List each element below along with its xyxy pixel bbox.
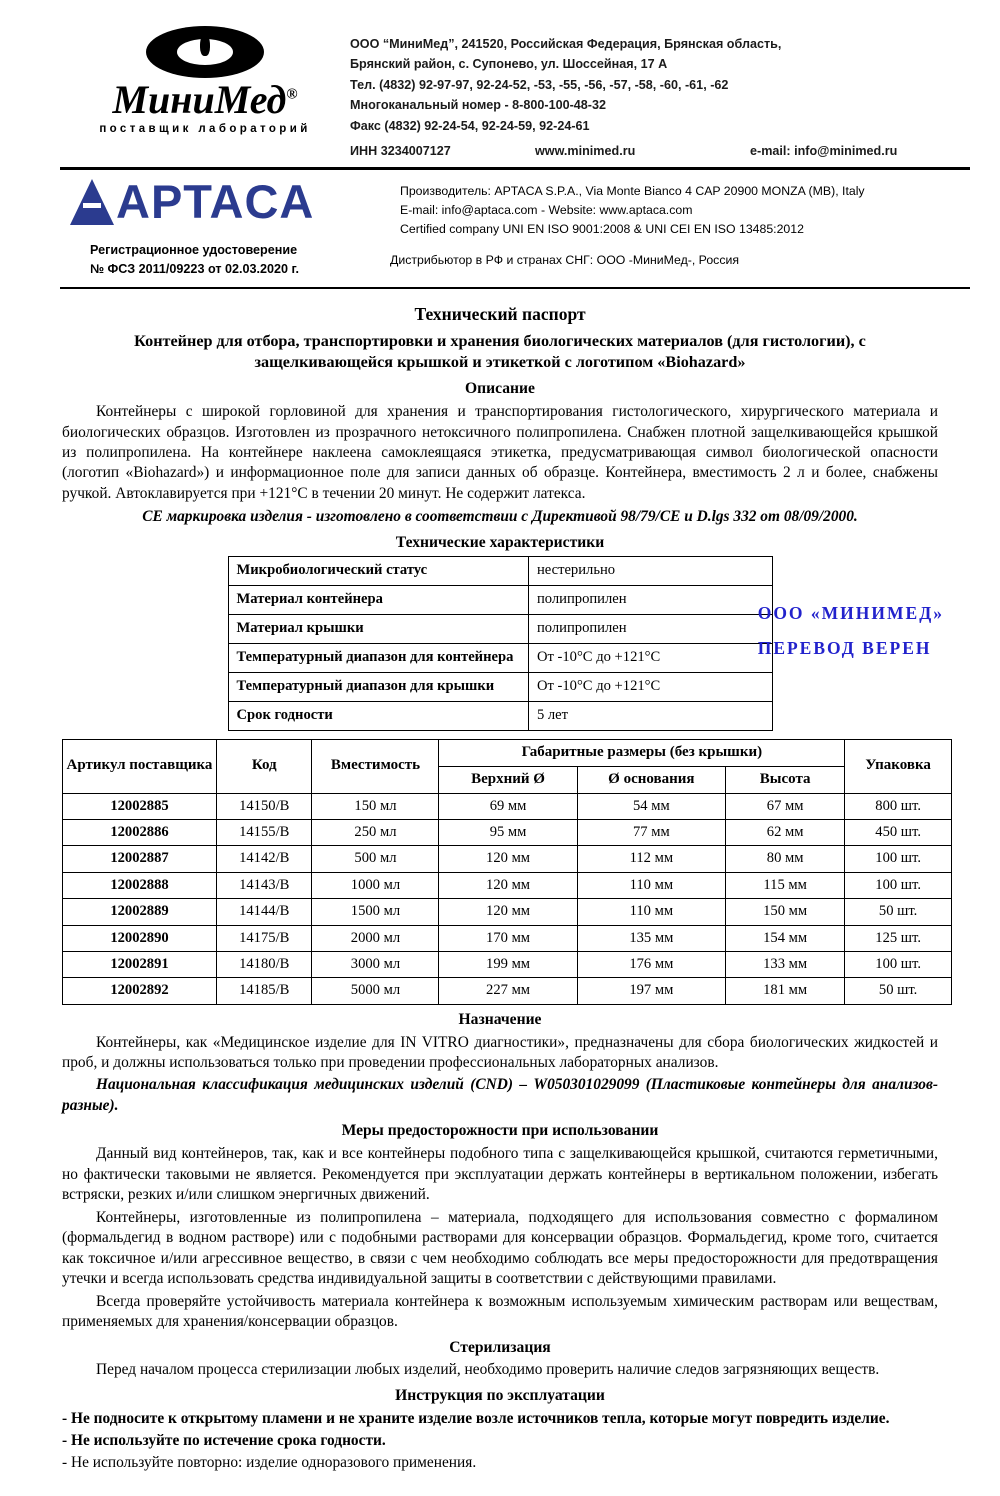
cell-packaging: 100 шт. [845, 872, 952, 898]
table-row [63, 793, 952, 819]
manufacturer-info [400, 178, 970, 239]
manufacturer-band [0, 170, 1000, 239]
minimed-logo [60, 22, 350, 135]
precautions-paragraph-2: Контейнеры, изготовленные из полипропилена – материала, подходящего для использования совместно с формалином (формальдегид в водном растворе) или с подобными растворами для консервации образцов. Формальдегид, кроме того, считается как токсичное и/или агрессивное вещество, в связи с чем необходимо соблюдать все меры предосторожности для предотвращения утечки и всегда использовать средства индивидуальной защиты в соответствии с действующими правилами. [62, 1208, 938, 1288]
distributor-line: Дистрибьютор в РФ и странах СНГ: ООО -МиниМед-, Россия [390, 253, 740, 268]
manufacturer-contacts: E-mail: info@aptaca.com - Website: www.aptaca.com [400, 203, 693, 218]
table-row [63, 978, 952, 1004]
sterilization-paragraph: Перед началом процесса стерилизации любых изделий, необходимо проверить наличие следов загрязняющих веществ. [96, 1361, 880, 1379]
minimed-logo-text [112, 77, 298, 122]
cell-capacity: 2000 мл [312, 925, 439, 951]
header-code: Код [217, 739, 312, 793]
table-row [228, 585, 772, 614]
address-line-2: Брянский район, с. Супонево, ул. Шоссейная, 17 А [350, 57, 668, 72]
cell-article: 12002892 [63, 978, 217, 1004]
manufacturer-certification: Certified company UNI EN ISO 9001:2008 & UNI CEI EN ISO 13485:2012 [400, 222, 804, 237]
cell-article: 12002890 [63, 925, 217, 951]
header-packaging: Упаковка [845, 739, 952, 793]
cell-code: 14175/В [217, 925, 312, 951]
cell-capacity: 250 мл [312, 819, 439, 845]
cell-base-diameter: 197 мм [577, 978, 725, 1004]
document-subtitle-line-2: защелкивающейся крышкой и этикеткой с логотипом «Biohazard» [254, 352, 746, 371]
cell-base-diameter: 110 мм [577, 899, 725, 925]
cell-base-diameter: 135 мм [577, 925, 725, 951]
list-item: - Не используйте повторно: изделие одноразового применения. [62, 1454, 477, 1472]
cell-height: 62 мм [726, 819, 845, 845]
cell-height: 115 мм [726, 872, 845, 898]
registration-certificate [60, 241, 390, 279]
table-row [228, 672, 772, 701]
document-subtitle [62, 331, 938, 374]
cell-code: 14185/В [217, 978, 312, 1004]
products-table [62, 739, 952, 1005]
cell-top-diameter: 120 мм [439, 899, 577, 925]
section-heading-precautions: Меры предосторожности при использовании [341, 1122, 659, 1140]
description-paragraph: Контейнеры с широкой горловиной для хранения и транспортирования гистологического, хирургического материала и биологических образцов. Изготовлен из прозрачного нетоксичного полипропилена. Снабжен плотной защелкивающейся крышкой из полипропилена. На контейнере наклеена самоклеящаяся этикетка, предусматривающая символ биологической опасности (логотип «Biohazard») и информационное поле для записи данных об образце. Контейнера, вместимость 2 л и более, снабжены ручкой. Автоклавируется при +121°С в течении 20 минут. Не содержит латекса. [62, 403, 938, 502]
products-header-row-1 [63, 739, 952, 766]
header-height: Высота [726, 766, 845, 793]
cell-article: 12002887 [63, 846, 217, 872]
stamp-line-1: ООО «МИНИМЕД» [757, 603, 944, 623]
instructions-list [62, 1409, 938, 1474]
cell-code: 14150/В [217, 793, 312, 819]
table-row [228, 614, 772, 643]
cell-base-diameter: 112 мм [577, 846, 725, 872]
spec-key: Микробиологический статус [228, 556, 528, 585]
inn-value: ИНН 3234007127 [350, 143, 451, 158]
cell-article: 12002886 [63, 819, 217, 845]
cell-code: 14155/В [217, 819, 312, 845]
cell-base-diameter: 176 мм [577, 951, 725, 977]
spec-value: От -10°С до +121°С [528, 643, 772, 672]
specs-table [228, 556, 773, 731]
cell-code: 14144/В [217, 899, 312, 925]
registration-row [0, 239, 1000, 279]
ce-marking-line: CE маркировка изделия - изготовлено в соответствии с Директивой 98/79/CE и D.lgs 332 от 08/09/2000. [142, 508, 858, 526]
table-row [228, 701, 772, 730]
cell-capacity: 150 мл [312, 793, 439, 819]
aptaca-triangle-icon [70, 179, 114, 225]
document-body [0, 289, 1000, 1496]
fax-line: Факс (4832) 92-24-54, 92-24-59, 92-24-61 [350, 118, 590, 133]
precautions-paragraph-3: Всегда проверяйте устойчивость материала контейнера к возможным используемым химическим растворам или веществам, применяемых для хранения/консервации образцов. [62, 1292, 938, 1331]
purpose-paragraph: Контейнеры, как «Медицинское изделие для IN VITRO диагностики», предназначены для сбора биологических жидкостей и проб, и должны использоваться только при проведении профессиональных лабораторных анализов. [62, 1033, 938, 1071]
cell-top-diameter: 227 мм [439, 978, 577, 1004]
spec-value: 5 лет [528, 701, 772, 730]
spec-value: полипропилен [528, 585, 772, 614]
cell-article: 12002889 [63, 899, 217, 925]
cell-height: 133 мм [726, 951, 845, 977]
header-base-diameter: Ø основания [577, 766, 725, 793]
cell-base-diameter: 54 мм [577, 793, 725, 819]
translation-stamp [758, 596, 944, 666]
page-title: Технический паспорт [414, 304, 586, 325]
cell-capacity: 500 мл [312, 846, 439, 872]
table-row [63, 846, 952, 872]
spec-value: полипропилен [528, 614, 772, 643]
cell-top-diameter: 69 мм [439, 793, 577, 819]
cell-code: 14180/В [217, 951, 312, 977]
aptaca-logo-text: АPTACA [116, 175, 315, 229]
cell-code: 14142/В [217, 846, 312, 872]
registration-label: Регистрационное удостоверение [90, 243, 298, 258]
manufacturer-address: Производитель: APTACA S.P.A., Via Monte Bianco 4 CAP 20900 MONZA (MB), Italy [400, 184, 865, 199]
cell-packaging: 125 шт. [845, 925, 952, 951]
cell-top-diameter: 170 мм [439, 925, 577, 951]
precautions-paragraph-1: Данный вид контейнеров, так, как и все контейнеры подобного типа с защелкивающейся крышкой, считаются герметичными, но фактически таковыми не является. Рекомендуется при эксплуатации держать контейнеры в вертикальном положении, избегать встряски, резких и/или слишком энергичных движений. [62, 1145, 938, 1204]
cell-article: 12002885 [63, 793, 217, 819]
cell-article: 12002888 [63, 872, 217, 898]
header-capacity: Вместимость [312, 739, 439, 793]
stamp-line-2: ПЕРЕВОД ВЕРЕН [757, 638, 932, 658]
cell-height: 80 мм [726, 846, 845, 872]
address-line-1: ООО “МиниМед”, 241520, Российская Федерация, Брянская область, [350, 37, 782, 51]
email-link[interactable]: e-mail: info@minimed.ru [750, 143, 898, 158]
table-row [63, 925, 952, 951]
list-item: - Не подносите к открытому пламени и не храните изделие возле источников тепла, которые могут повредить изделие. [62, 1409, 890, 1427]
cell-top-diameter: 95 мм [439, 819, 577, 845]
table-row [228, 643, 772, 672]
registered-trademark-icon: ® [286, 86, 298, 103]
registration-number: № ФСЗ 2011/09223 от 02.03.2020 г. [90, 262, 300, 277]
cell-packaging: 450 шт. [845, 819, 952, 845]
cell-height: 154 мм [726, 925, 845, 951]
aptaca-logo [60, 175, 400, 229]
cell-height: 181 мм [726, 978, 845, 1004]
cnd-classification: Национальная классификация медицинских изделий (CND) – W050301029099 (Пластиковые контейнеры для анализов- разные). [62, 1076, 938, 1114]
spec-value: нестерильно [528, 556, 772, 585]
table-row [63, 819, 952, 845]
spec-key: Материал контейнера [228, 585, 528, 614]
section-heading-instructions: Инструкция по эксплуатации [395, 1386, 605, 1404]
table-row [228, 556, 772, 585]
spec-key: Материал крышки [228, 614, 528, 643]
cell-article: 12002891 [63, 951, 217, 977]
cell-height: 67 мм [726, 793, 845, 819]
document-subtitle-line-1: Контейнер для отбора, транспортировки и хранения биологических материалов (для гистологии), с [134, 331, 866, 350]
cell-packaging: 800 шт. [845, 793, 952, 819]
spec-key: Срок годности [228, 701, 528, 730]
spec-key: Температурный диапазон для контейнера [228, 643, 528, 672]
section-heading-sterilization: Стерилизация [449, 1338, 551, 1356]
table-row [63, 951, 952, 977]
cell-base-diameter: 77 мм [577, 819, 725, 845]
flame-lamp-icon [146, 26, 264, 78]
cell-capacity: 3000 мл [312, 951, 439, 977]
section-heading-specs: Технические характеристики [395, 533, 605, 551]
minimed-tagline: поставщик лабораторий [99, 123, 311, 135]
company-contacts [350, 22, 970, 161]
cell-packaging: 50 шт. [845, 899, 952, 925]
cell-packaging: 100 шт. [845, 951, 952, 977]
cell-packaging: 100 шт. [845, 846, 952, 872]
cell-top-diameter: 120 мм [439, 846, 577, 872]
cell-code: 14143/В [217, 872, 312, 898]
list-item: - Не используйте по истечение срока годности. [62, 1431, 386, 1449]
website-link[interactable]: www.minimed.ru [535, 143, 636, 158]
cell-packaging: 50 шт. [845, 978, 952, 1004]
header-supplier-article: Артикул поставщика [63, 739, 217, 793]
cell-capacity: 1500 мл [312, 899, 439, 925]
spec-value: От -10°С до +121°С [528, 672, 772, 701]
cell-top-diameter: 199 мм [439, 951, 577, 977]
cell-base-diameter: 110 мм [577, 872, 725, 898]
inn-web-email-row [350, 141, 970, 161]
phone-line: Тел. (4832) 92-97-97, 92-24-52, -53, -55, -56, -57, -58, -60, -61, -62 [350, 77, 729, 92]
section-heading-description: Описание [465, 380, 535, 398]
multichannel-line: Многоканальный номер - 8-800-100-48-32 [350, 98, 606, 113]
header-dimensions-group: Габаритные размеры (без крышки) [439, 739, 845, 766]
cell-height: 150 мм [726, 899, 845, 925]
cell-top-diameter: 120 мм [439, 872, 577, 898]
letterhead [0, 0, 1000, 161]
cell-capacity: 5000 мл [312, 978, 439, 1004]
cell-capacity: 1000 мл [312, 872, 439, 898]
spec-key: Температурный диапазон для крышки [228, 672, 528, 701]
header-top-diameter: Верхний Ø [439, 766, 577, 793]
section-heading-purpose: Назначение [458, 1010, 542, 1028]
minimed-logo-word: МиниМед [112, 77, 287, 122]
table-row [63, 899, 952, 925]
table-row [63, 872, 952, 898]
